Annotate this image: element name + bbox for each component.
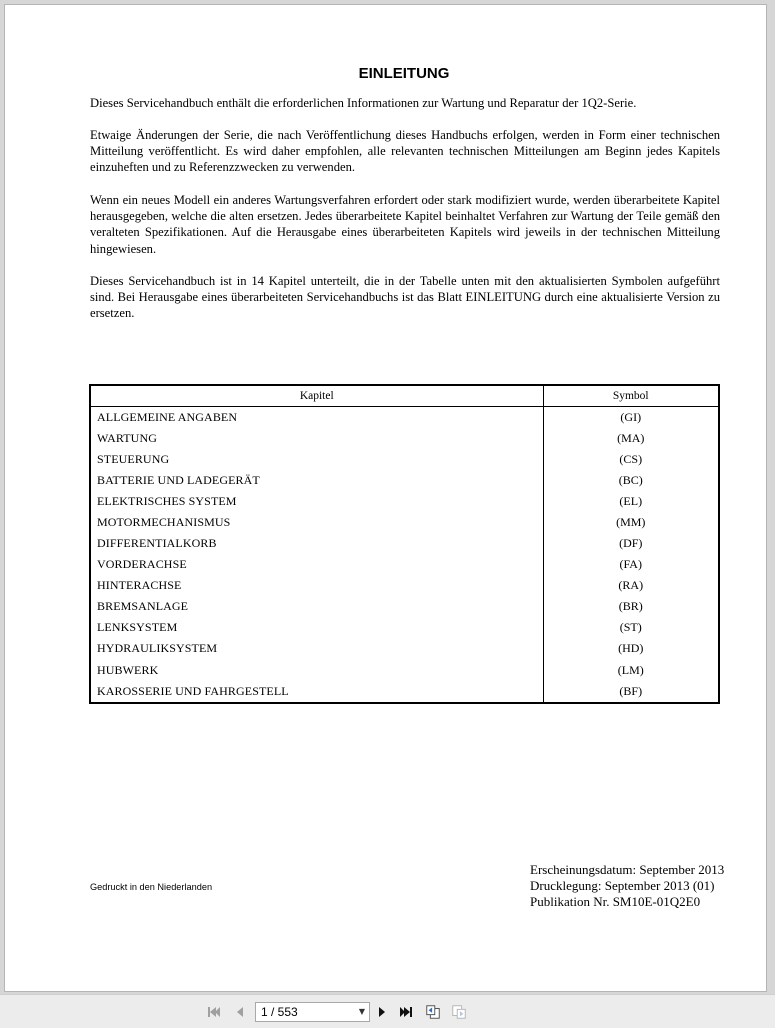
table-header-symbol: Symbol (543, 385, 719, 406)
table-row (90, 681, 719, 703)
chapter-name: MOTORMECHANISMUS (90, 512, 543, 533)
chapter-name: BATTERIE UND LADEGERÄT (90, 470, 543, 491)
table-row (90, 470, 719, 491)
table-row (90, 491, 719, 512)
table-row (90, 428, 719, 449)
chapter-symbol: (RA) (618, 578, 644, 593)
chapter-table (89, 384, 720, 704)
table-row (90, 406, 719, 428)
first-page-icon[interactable] (206, 1004, 222, 1020)
chapter-symbol: (EL) (619, 493, 643, 508)
chapter-name: ALLGEMEINE ANGABEN (90, 406, 543, 428)
chapter-name: DIFFERENTIALKORB (90, 533, 543, 554)
page-dropdown-icon[interactable]: ▼ (358, 1007, 365, 1016)
chapter-name: LENKSYSTEM (90, 617, 543, 638)
table-row (90, 596, 719, 617)
table-row (90, 638, 719, 659)
pdf-toolbar (0, 994, 775, 1028)
chapter-symbol: (CS) (619, 451, 643, 466)
table-body (90, 406, 719, 703)
chapter-name: HUBWERK (90, 660, 543, 681)
table-header-chapter: Kapitel (90, 385, 543, 406)
chapter-symbol: (HD) (618, 641, 644, 656)
chapter-symbol: (GI) (620, 409, 642, 424)
page-title: EINLEITUNG (358, 65, 450, 82)
go-forward-view-icon[interactable] (451, 1004, 467, 1020)
intro-paragraph-1: Dieses Servicehandbuch enthält die erforderlichen Informationen zur Wartung und Reparatur der 1Q2-Serie. (90, 96, 637, 110)
table-header-row (90, 385, 719, 406)
page-indicator: 1 / 553 (261, 1005, 298, 1019)
publication-info (530, 862, 724, 910)
publication-number: Publikation Nr. SM10E-01Q2E0 (530, 894, 701, 909)
chapter-symbol: (MM) (616, 514, 646, 529)
table-row (90, 512, 719, 533)
chapter-symbol: (LM) (617, 662, 644, 677)
chapter-name: KAROSSERIE UND FAHRGESTELL (90, 681, 543, 703)
chapter-symbol: (BF) (619, 683, 643, 698)
release-date: Erscheinungsdatum: September 2013 (530, 862, 725, 877)
chapter-name: HYDRAULIKSYSTEM (90, 638, 543, 659)
chapter-symbol: (MA) (617, 430, 645, 445)
go-back-view-icon[interactable] (425, 1004, 441, 1020)
table-row (90, 617, 719, 638)
chapter-name: HINTERACHSE (90, 575, 543, 596)
chapter-name: WARTUNG (90, 428, 543, 449)
chapter-name: STEUERUNG (90, 449, 543, 470)
page-number-field[interactable] (255, 1002, 370, 1022)
last-page-icon[interactable] (398, 1004, 414, 1020)
chapter-name: ELEKTRISCHES SYSTEM (90, 491, 543, 512)
chapter-name: VORDERACHSE (90, 554, 543, 575)
table-row (90, 533, 719, 554)
chapter-symbol: (DF) (619, 536, 643, 551)
table-row (90, 660, 719, 681)
chapter-symbol: (ST) (619, 620, 642, 635)
chapter-symbol: (BC) (618, 472, 643, 487)
intro-paragraph-4: Dieses Servicehandbuch ist in 14 Kapitel unterteilt, die in der Tabelle unten mit den aktualisierten Symbolen aufgeführt sind. Bei Herausgabe eines überarbeiteten Servicehandbuchs ist das Blatt EINLEITUNG durch eine aktualisierte Version zu ersetzen. (90, 274, 720, 321)
chapter-name: BREMSANLAGE (90, 596, 543, 617)
print-date: Drucklegung: September 2013 (01) (530, 878, 715, 893)
table-row (90, 449, 719, 470)
table-row (90, 554, 719, 575)
previous-page-icon[interactable] (232, 1004, 248, 1020)
table-row (90, 575, 719, 596)
document-page (4, 4, 767, 992)
chapter-symbol: (BR) (618, 599, 643, 614)
printed-in-note: Gedruckt in den Niederlanden (90, 882, 213, 892)
next-page-icon[interactable] (374, 1004, 390, 1020)
intro-paragraph-2: Etwaige Änderungen der Serie, die nach Veröffentlichung dieses Handbuchs erfolgen, werden in Form einer technischen Mitteilung veröffentlicht. Es wird daher empfohlen, alle relevanten technischen Mitteilungen am Beginn jedes Kapitels einzuheften und zu Referenzzwecken zu verwenden. (90, 128, 720, 175)
intro-paragraph-3: Wenn ein neues Modell ein anderes Wartungsverfahren erfordert oder stark modifiziert wurde, werden überarbeitete Kapitel herausgegeben, welche die alten ersetzen. Jedes überarbeitete Kapitel beinhaltet Verfahren zur Wartung der Teile gemäß den veralteten Spezifikationen. Auf die Herausgabe eines überarbeiteten Kapitels wird jeweils in der technischen Mitteilung hingewiesen. (90, 193, 720, 256)
chapter-symbol: (FA) (619, 557, 642, 572)
